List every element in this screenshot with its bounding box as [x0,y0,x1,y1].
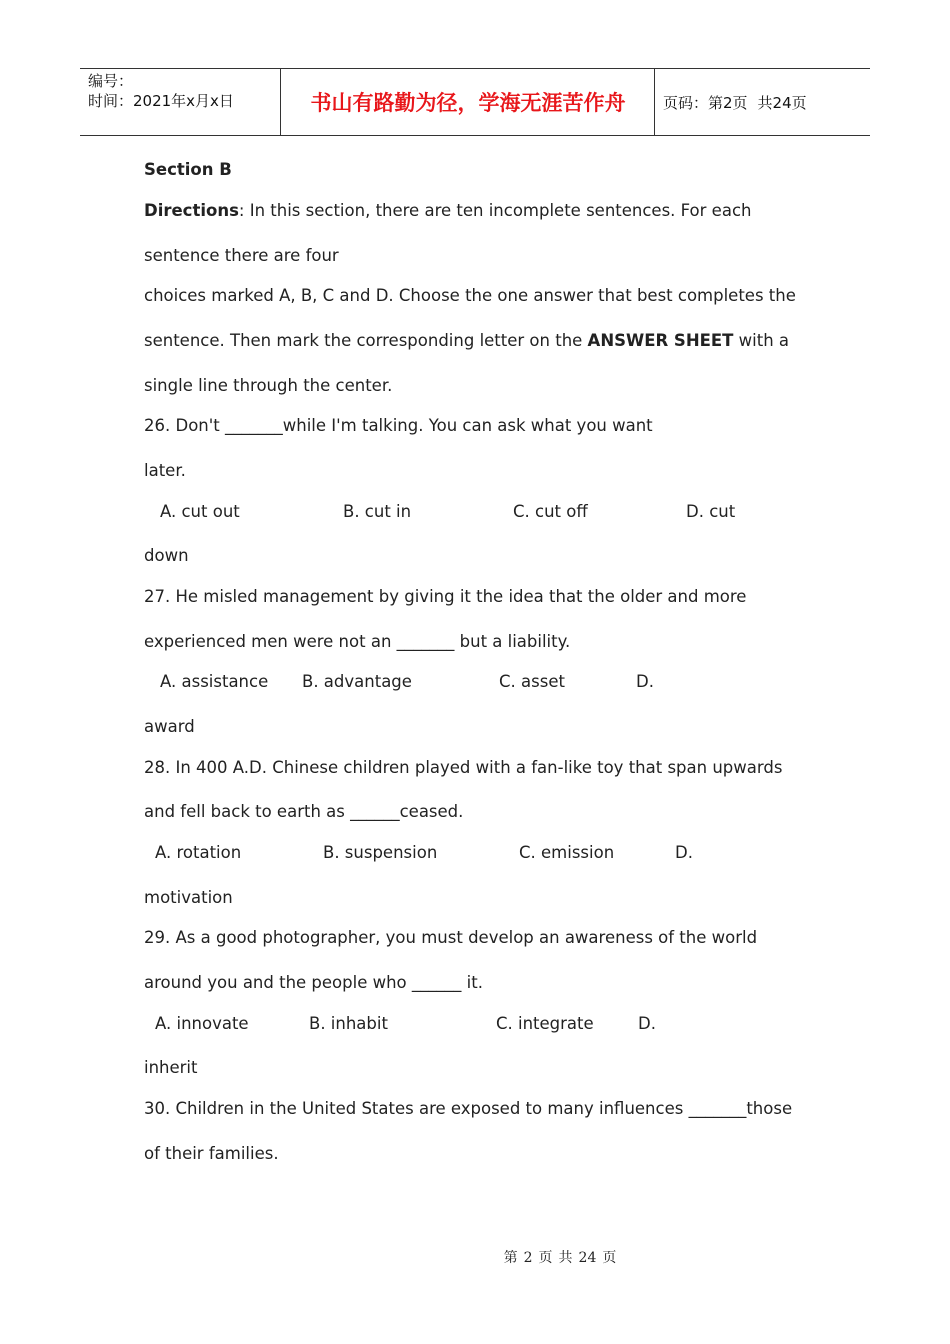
total-label: 共24页 [757,93,807,112]
option-b: B. advantage [302,672,412,691]
code-label: 编号： [88,72,134,90]
header-motto: 书山有路勤为径，学海无涯苦作舟 [310,90,626,115]
footer-part: 页 [602,1250,617,1266]
header-meta [88,71,278,111]
question-stem: later. [144,461,186,480]
footer-part: 第 [503,1250,518,1266]
footer-part: 共 [558,1250,573,1266]
question-stem: experienced men were not an _______ but a liability. [144,632,571,651]
option-a: A. cut out [160,502,240,521]
question-stem: 29. As a good photographer, you must develop an awareness of the world [144,928,758,947]
page-label: 页码：第2页 [663,93,748,112]
directions-text: : In this section, there are ten incomplete sentences. For each [238,201,752,220]
option-tail: motivation [144,888,233,907]
directions-text: sentence. Then mark the corresponding letter on the [144,331,588,350]
option-tail: down [144,546,189,565]
option-c: C. asset [499,672,565,691]
question-stem: of their families. [144,1144,279,1163]
footer-page-number: 2 [523,1250,533,1266]
footer-total-pages: 24 [578,1250,597,1266]
option-b: B. inhabit [309,1014,388,1033]
directions-line: single line through the center. [144,376,393,395]
option-tail: inherit [144,1058,198,1077]
question-stem: 30. Children in the United States are exposed to many influences _______those [144,1099,793,1118]
option-c: C. cut off [513,502,588,521]
option-a: A. assistance [160,672,269,691]
header-divider [654,69,655,135]
option-c: C. emission [519,843,615,862]
option-b: B. suspension [323,843,438,862]
question-stem: 26. Don't _______while I'm talking. You can ask what you want [144,416,653,435]
directions-line: sentence there are four [144,246,339,265]
option-b: B. cut in [343,502,412,521]
option-a: A. innovate [155,1014,249,1033]
page-footer [0,1247,950,1267]
directions-line [144,201,751,220]
option-c: C. integrate [496,1014,594,1033]
question-stem: 28. In 400 A.D. Chinese children played with a fan-like toy that span upwards [144,758,783,777]
option-a: A. rotation [155,843,242,862]
directions-line: choices marked A, B, C and D. Choose the one answer that best completes the [144,286,796,305]
question-stem: around you and the people who ______ it. [144,973,483,992]
question-stem: and fell back to earth as ______ceased. [144,802,464,821]
option-d: D. cut [686,502,736,521]
footer-part: 页 [538,1250,553,1266]
option-d: D. [675,843,693,862]
question-stem: 27. He misled management by giving it the idea that the older and more [144,587,747,606]
directions-label: Directions [144,201,239,220]
header-page-info [663,69,807,135]
directions-line [144,331,789,350]
section-title: Section B [144,160,232,179]
date-label: 时间：2021年x月x日 [88,92,234,110]
answer-sheet-label: ANSWER SHEET [587,331,734,350]
page-header [80,68,870,136]
option-d: D. [638,1014,656,1033]
option-d: D. [636,672,654,691]
option-tail: award [144,717,195,736]
directions-text: with a [733,331,790,350]
